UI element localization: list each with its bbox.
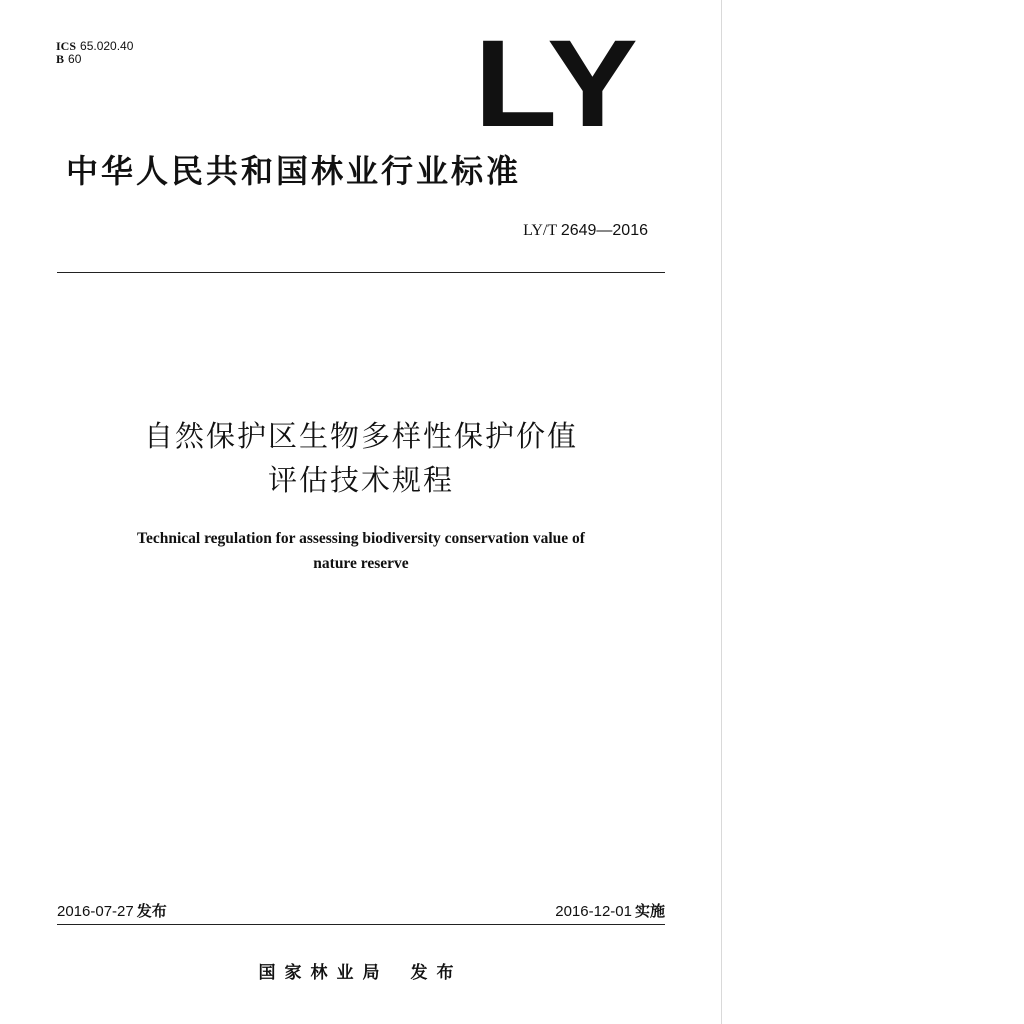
standard-code [0, 221, 648, 241]
issue-date-line [57, 901, 167, 922]
issue-date: 2016-07-27 [57, 903, 134, 920]
ccs-line [56, 53, 133, 66]
ccs-code: 60 [68, 52, 82, 66]
chinese-title-line-1: 自然保护区生物多样性保护价值 [143, 419, 578, 453]
classification-codes [56, 40, 133, 66]
implement-label: 实施 [634, 902, 665, 920]
english-title-line-1: Technical regulation for assessing biodiversity conservation value of [137, 530, 585, 547]
english-title-line-2: nature reserve [313, 555, 409, 572]
chinese-title-line-2: 评估技术规程 [267, 463, 454, 497]
implement-date: 2016-12-01 [555, 903, 632, 920]
publisher-line [0, 961, 721, 985]
standard-code-number: 2649—2016 [560, 222, 648, 239]
chinese-title [57, 414, 665, 502]
implement-date-line [365, 901, 665, 922]
ics-code: 65.020.40 [80, 39, 134, 53]
ly-logo: LY [474, 15, 641, 153]
bottom-divider [57, 924, 665, 925]
blank-margin-area [722, 0, 1024, 1024]
ics-label: ICS [56, 39, 77, 53]
publisher-action: 发布 [410, 963, 463, 983]
publisher-organization: 国家林业局 [258, 963, 389, 983]
issue-label: 发布 [136, 902, 167, 920]
top-divider [57, 272, 665, 273]
standard-code-prefix: LY/T [523, 222, 557, 239]
english-title [57, 526, 665, 576]
ccs-label: B [56, 52, 65, 66]
standard-category-title: 中华人民共和国林业行业标准 [66, 152, 522, 190]
